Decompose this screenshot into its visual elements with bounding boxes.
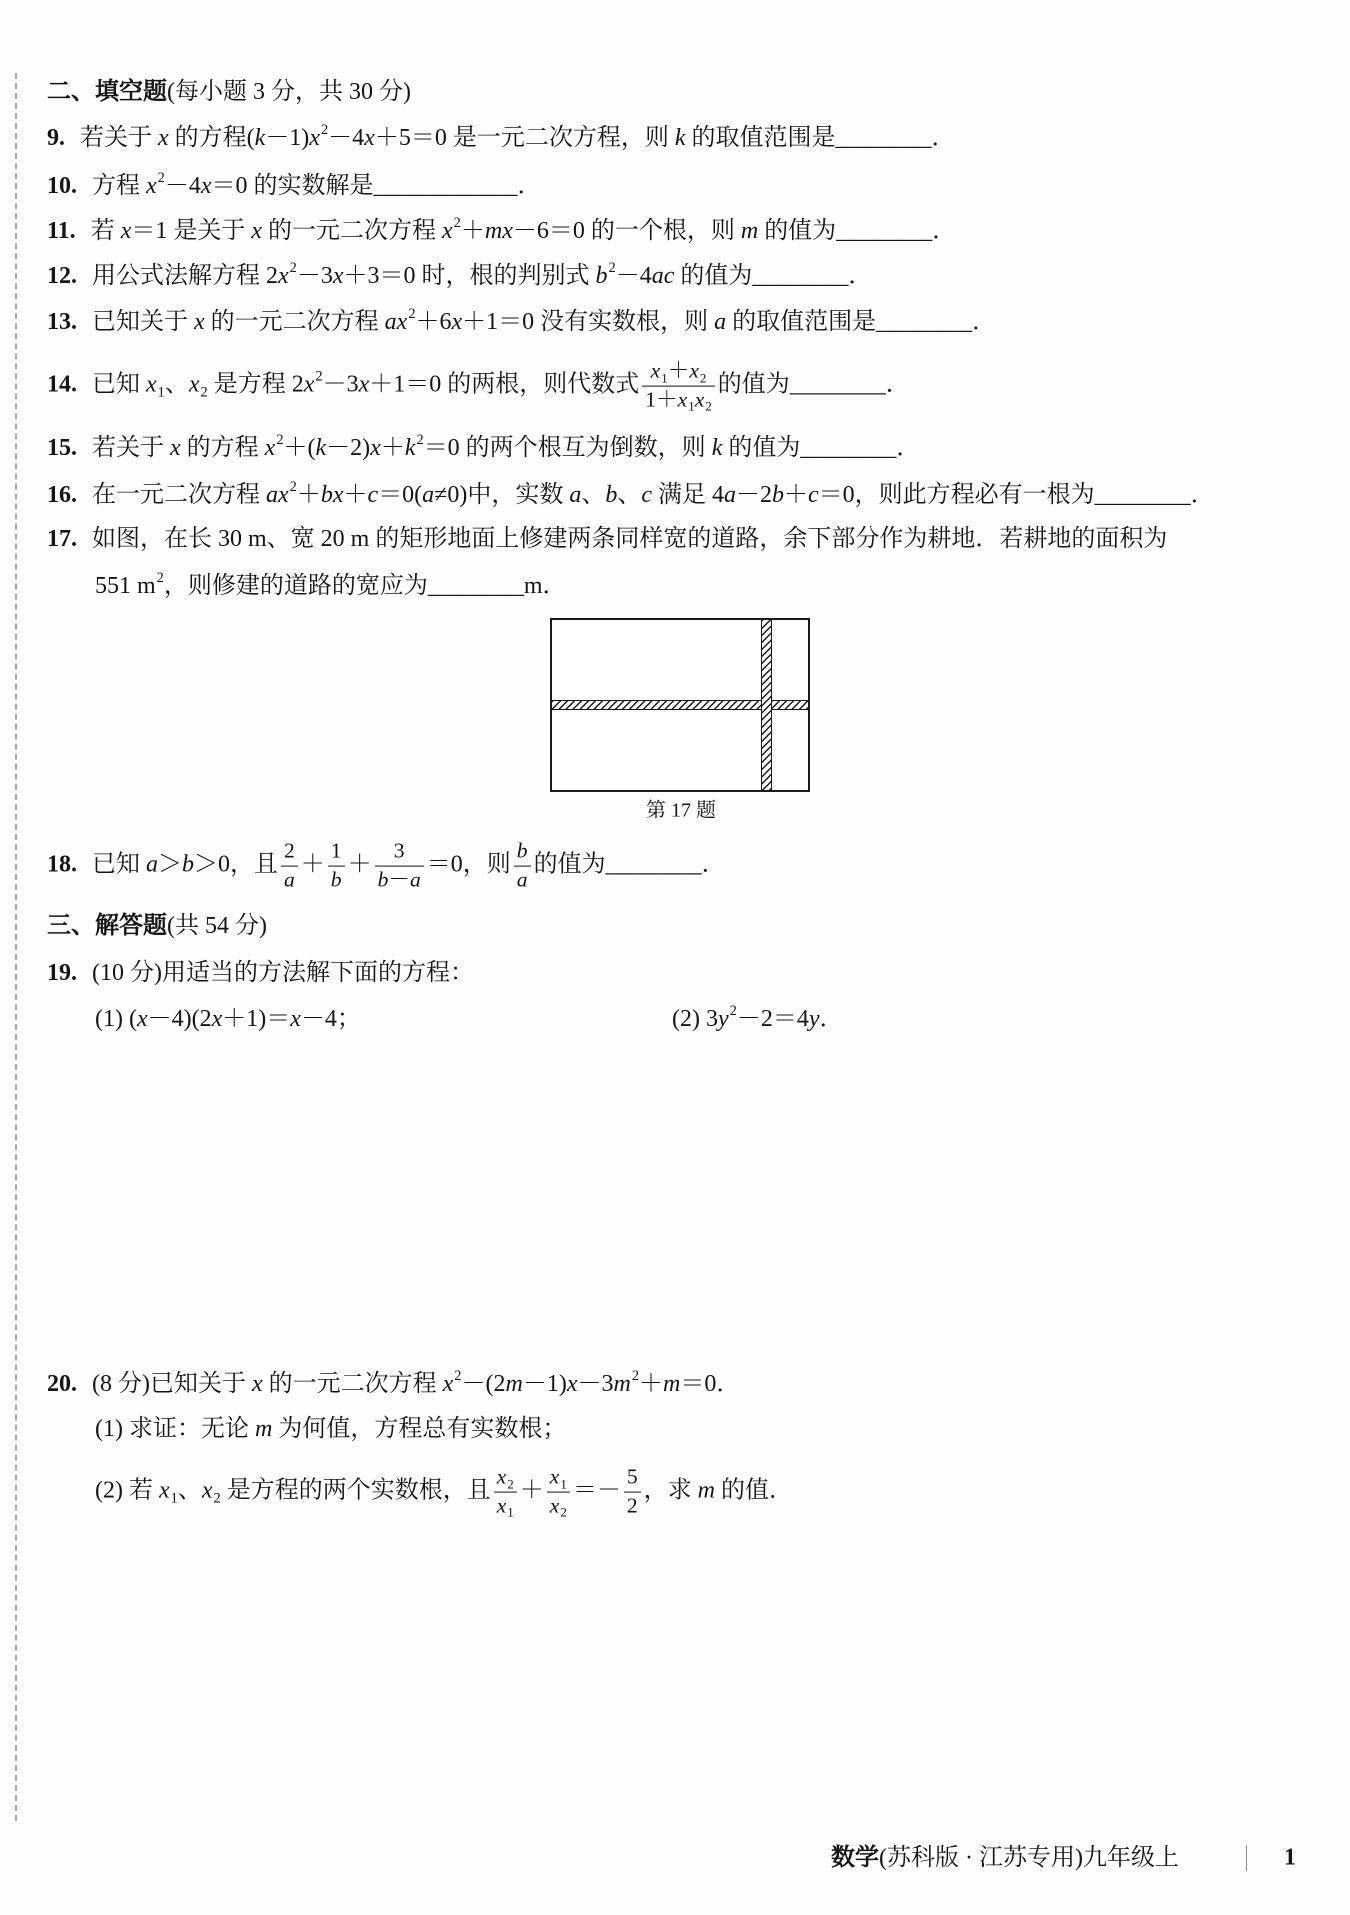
math-variable: x <box>496 1493 507 1518</box>
text-run: －3 <box>296 263 333 289</box>
question-text <box>92 526 1167 552</box>
text-run: 已知 <box>92 371 146 398</box>
text-run: ． <box>517 173 542 199</box>
question-text <box>92 260 873 289</box>
text-run: 、 <box>617 482 642 508</box>
math-variable: c <box>641 482 652 508</box>
math-variable: x <box>451 309 463 335</box>
math-variable: m <box>697 1477 715 1504</box>
text-run: 的取值范围是 <box>685 125 836 151</box>
section-heading-answer <box>47 910 267 942</box>
text-run: 的一元二次方程 <box>262 218 442 244</box>
text-run: 的方程( <box>168 125 255 151</box>
answer-blank: ________ <box>1094 482 1191 508</box>
text-run: ． <box>701 851 726 878</box>
fraction-numerator <box>514 839 531 867</box>
fraction-denominator <box>281 867 298 894</box>
question-text <box>92 960 474 986</box>
text-run: －2) <box>326 435 371 461</box>
text-run: ＋1＝0 没有实数根，则 <box>462 309 715 335</box>
subscript: 1 <box>507 1505 514 1521</box>
text-run: －4)(2 <box>147 1006 212 1032</box>
math-variable: x <box>200 173 212 199</box>
math-variable: a <box>516 867 528 892</box>
math-variable: x <box>188 371 200 398</box>
text-run: ＝0( <box>378 482 423 508</box>
question-line <box>47 215 956 247</box>
question-text <box>92 170 542 199</box>
math-variable: x <box>370 435 381 461</box>
math-variable: b <box>377 867 389 892</box>
math-variable: x <box>694 387 705 412</box>
sub-question-text <box>672 1003 844 1032</box>
fraction-denominator <box>375 867 424 894</box>
text-run: ＋6 <box>415 309 452 335</box>
text-run: 的取值范围是 <box>726 309 877 335</box>
text-run: 是方程 2 <box>207 371 304 398</box>
subscript: 2 <box>699 370 707 386</box>
text-run: ，求 <box>643 1477 698 1504</box>
text-run: －3 <box>322 371 359 398</box>
text-run: 5 <box>626 1464 638 1489</box>
question-number: 20. <box>47 1371 77 1397</box>
math-variable: ac <box>651 263 675 289</box>
math-variable: x <box>146 371 157 398</box>
question-text <box>92 432 921 461</box>
text-run: 的方程 <box>180 435 265 461</box>
fraction-numerator <box>642 359 715 387</box>
fraction <box>328 839 345 894</box>
math-variable: mx <box>484 218 513 244</box>
math-variable: x <box>194 309 205 335</box>
text-run: (1) ( <box>95 1006 137 1032</box>
text-run: 的值为 <box>758 218 837 244</box>
answer-blank: ________ <box>836 218 933 244</box>
math-variable: x <box>211 1006 223 1032</box>
math-variable: x <box>136 1006 148 1032</box>
text-run: ＋ <box>347 851 372 878</box>
fraction-numerator <box>281 839 298 867</box>
answer-blank: ________ <box>800 435 897 461</box>
question-line <box>47 839 726 894</box>
question-line <box>47 523 1167 555</box>
math-variable: k <box>404 435 416 461</box>
rectangle-field-figure <box>550 618 810 792</box>
text-run: (1) 求证：无论 <box>95 1416 255 1442</box>
text-run: 551 m <box>95 573 156 599</box>
text-run: ＋ <box>296 482 321 508</box>
text-run: ． <box>819 1006 844 1032</box>
text-run: ＋ <box>343 482 368 508</box>
question-line <box>47 479 1215 511</box>
fraction-denominator <box>547 1493 570 1520</box>
text-run: 的值为 <box>533 851 606 878</box>
math-variable: a <box>724 482 736 508</box>
text-run: ＝0，则 <box>426 851 511 878</box>
math-variable: x <box>278 263 289 289</box>
text-run: (2) 若 <box>95 1477 159 1504</box>
question-number: 12. <box>47 263 77 289</box>
math-variable: x <box>358 371 370 398</box>
answer-blank: ________ <box>789 371 886 398</box>
math-variable: x <box>201 1477 213 1504</box>
section-title: 二、填空题 <box>47 79 167 105</box>
math-variable: x <box>650 358 661 383</box>
math-variable: bx <box>320 482 344 508</box>
text-run: －(2 <box>461 1371 506 1397</box>
question-text <box>92 306 997 335</box>
text-run: 方程 <box>92 173 146 199</box>
text-run: 为何值，方程总有实数根； <box>272 1416 567 1442</box>
math-variable: b <box>605 482 618 508</box>
math-variable: m <box>505 1371 523 1397</box>
text-run: －4； <box>300 1006 361 1032</box>
fraction-denominator <box>624 1493 641 1520</box>
text-run: 2 <box>626 1493 638 1518</box>
question-number: 19. <box>47 960 77 986</box>
question-text <box>92 358 910 415</box>
text-run: 的值为 <box>722 435 801 461</box>
superscript: 2 <box>289 260 297 277</box>
subscript: 1 <box>170 1490 178 1507</box>
fraction-denominator <box>328 867 345 894</box>
math-variable: y <box>717 1006 729 1032</box>
text-run: － <box>388 867 410 892</box>
superscript: 2 <box>320 122 329 139</box>
math-variable: x <box>303 371 315 398</box>
math-variable: x <box>332 263 344 289</box>
text-run: (8 分)已知关于 <box>92 1371 252 1397</box>
superscript: 2 <box>416 432 424 449</box>
fraction-numerator <box>624 1465 641 1493</box>
answer-blank: ________ <box>605 851 702 878</box>
text-run: ． <box>896 435 921 461</box>
text-run: －2＝4 <box>736 1006 809 1032</box>
fraction <box>514 839 531 894</box>
math-variable: x <box>290 1006 301 1032</box>
fraction-denominator <box>514 867 531 894</box>
text-run: ＋1)＝ <box>222 1006 291 1032</box>
text-run: ＞0，且 <box>194 851 278 878</box>
subscript: 2 <box>213 1490 221 1507</box>
text-run: 1 <box>330 838 342 863</box>
math-variable: x <box>251 218 262 244</box>
question-line <box>47 260 872 292</box>
math-variable: x <box>158 1477 170 1504</box>
text-run: 、 <box>581 482 606 508</box>
subscript: 2 <box>705 399 712 415</box>
text-run: 若关于 <box>92 435 170 461</box>
superscript: 2 <box>631 1368 640 1385</box>
text-run: (2) 3 <box>672 1006 718 1032</box>
math-variable: a <box>146 851 158 878</box>
superscript: 2 <box>453 215 461 232</box>
text-run: 已知 <box>92 851 146 878</box>
math-variable: x <box>170 435 181 461</box>
math-variable: m <box>613 1371 631 1397</box>
math-variable: x <box>251 1371 263 1397</box>
vertical-road <box>761 620 772 790</box>
math-variable: x <box>549 1464 560 1489</box>
superscript: 2 <box>289 479 297 496</box>
text-run: ． <box>885 371 910 398</box>
question-number: 9. <box>47 125 65 151</box>
question-text-continued <box>95 570 567 599</box>
page-footer <box>831 1842 1179 1874</box>
text-run: 3 <box>393 838 405 863</box>
math-variable: b <box>772 482 784 508</box>
question-text <box>92 479 1215 508</box>
math-variable: x <box>496 1464 507 1489</box>
page-number: 1 <box>1284 1844 1296 1871</box>
fraction-denominator <box>494 1493 517 1520</box>
binding-margin-line <box>15 73 17 1821</box>
text-run: ＋1＝0 的两根，则代数式 <box>369 371 640 398</box>
text-run: 1＋ <box>645 387 678 412</box>
math-variable: ax <box>384 309 408 335</box>
text-run: ＞ <box>158 851 182 878</box>
text-run: ＋ <box>460 218 485 244</box>
question-text <box>92 1368 741 1397</box>
section-title: 三、解答题 <box>47 913 167 939</box>
superscript: 2 <box>157 170 165 187</box>
text-run: ＋ <box>639 1371 664 1397</box>
math-variable: c <box>808 482 819 508</box>
text-run: 的一元二次方程 <box>262 1371 443 1397</box>
figure-caption: 第 17 题 <box>646 799 716 822</box>
text-run: －2 <box>736 482 772 508</box>
text-run: ． <box>932 218 957 244</box>
math-variable: x <box>309 125 320 151</box>
fraction-denominator <box>642 387 715 414</box>
text-run: －4 <box>615 263 652 289</box>
sub-question-text <box>95 1006 361 1032</box>
text-run: 、 <box>164 371 189 398</box>
question-line <box>95 570 567 602</box>
fraction-numerator <box>494 1465 517 1493</box>
text-run: 的值． <box>715 1477 793 1504</box>
math-variable: y <box>808 1006 820 1032</box>
text-run: 若关于 <box>80 125 158 151</box>
question-line <box>47 432 920 464</box>
text-run: －4 <box>164 173 201 199</box>
answer-blank: ________ <box>835 125 932 151</box>
question-line <box>47 359 910 414</box>
answer-blank: ________ <box>752 263 849 289</box>
fraction <box>375 839 424 894</box>
math-variable: b <box>595 263 608 289</box>
fraction <box>642 359 715 414</box>
text-run: m． <box>523 573 567 599</box>
text-run: ． <box>931 125 956 151</box>
fraction <box>547 1465 570 1520</box>
question-line <box>47 1368 740 1400</box>
answer-blank: ____________ <box>373 173 518 199</box>
math-variable: k <box>254 125 266 151</box>
superscript: 2 <box>315 368 323 385</box>
subscript: 1 <box>560 1476 567 1492</box>
question-number: 14. <box>47 371 77 398</box>
question-number: 16. <box>47 482 77 508</box>
text-run: 的一元二次方程 <box>204 309 385 335</box>
math-variable: b <box>516 838 528 863</box>
sub-question-1 <box>95 1413 566 1445</box>
math-variable: a <box>422 482 435 508</box>
superscript: 2 <box>156 570 164 587</box>
math-variable: a <box>569 482 582 508</box>
text-run: 的值为 <box>674 263 753 289</box>
text-run: －3 <box>577 1371 614 1397</box>
sub-question-2 <box>95 1465 793 1520</box>
sub-question-text <box>95 1464 793 1521</box>
math-variable: a <box>410 867 421 892</box>
question-line <box>47 170 542 202</box>
section-heading-fill-in <box>47 76 411 108</box>
fraction <box>624 1465 641 1520</box>
math-variable: x <box>566 1371 578 1397</box>
text-run: －4 <box>328 125 365 151</box>
text-run: ． <box>972 309 997 335</box>
math-variable: x <box>689 358 699 383</box>
text-run: ＋ <box>784 482 808 508</box>
footer-edition: (苏科版 · 江苏专用)九年级上 <box>879 1845 1179 1871</box>
math-variable: k <box>674 125 686 151</box>
question-line <box>47 122 955 154</box>
text-run: ＋ <box>300 851 325 878</box>
math-variable: k <box>711 435 723 461</box>
text-run: 、 <box>177 1477 202 1504</box>
text-run: 是方程的两个实数根，且 <box>220 1477 491 1504</box>
math-variable: x <box>677 387 688 412</box>
text-run: ≠0)中，实数 <box>434 482 570 508</box>
footer-subject: 数学 <box>831 1845 879 1871</box>
superscript: 2 <box>608 260 616 277</box>
sub-question-1 <box>95 1003 361 1035</box>
text-run: ＋ <box>667 358 690 383</box>
math-variable: x <box>364 125 375 151</box>
math-variable: b <box>330 867 342 892</box>
fraction-numerator <box>547 1465 570 1493</box>
answer-blank: ________ <box>876 309 973 335</box>
question-text <box>90 215 957 244</box>
superscript: 2 <box>454 1368 462 1385</box>
text-run: (10 分)用适当的方法解下面的方程： <box>92 960 474 986</box>
text-run: －1) <box>522 1371 567 1397</box>
text-run: 满足 4 <box>652 482 724 508</box>
superscript: 2 <box>408 306 416 323</box>
text-run: ＋ <box>380 435 405 461</box>
subscript: 1 <box>661 370 668 386</box>
math-variable: k <box>315 435 327 461</box>
question-line <box>47 306 996 338</box>
math-variable: m <box>663 1371 681 1397</box>
question-number: 17. <box>47 526 77 552</box>
text-run: －6＝0 的一个根，则 <box>512 218 741 244</box>
subscript: 1 <box>688 399 695 415</box>
superscript: 2 <box>729 1003 737 1020</box>
text-run: 在一元二次方程 <box>92 482 266 508</box>
math-variable: b <box>182 851 194 878</box>
math-variable: x <box>146 173 157 199</box>
text-run: ＝0． <box>680 1371 741 1397</box>
math-variable: x <box>264 435 276 461</box>
text-run: ＋5＝0 是一元二次方程，则 <box>374 125 675 151</box>
question-text <box>80 122 956 151</box>
math-variable: a <box>714 309 727 335</box>
question-number: 15. <box>47 435 77 461</box>
text-run: 的值为 <box>717 371 790 398</box>
text-run: ＋3＝0 时，根的判别式 <box>343 263 596 289</box>
text-run: 已知关于 <box>92 309 194 335</box>
superscript: 2 <box>276 432 284 449</box>
sub-question-text <box>95 1416 566 1442</box>
text-run: 用公式法解方程 2 <box>92 263 278 289</box>
math-variable: x <box>549 1493 560 1518</box>
math-variable: x <box>442 218 453 244</box>
text-run: ． <box>1190 482 1215 508</box>
text-run: ，则修建的道路的宽应为 <box>163 573 428 599</box>
text-run: ＋( <box>283 435 316 461</box>
question-line <box>47 957 474 989</box>
text-run: ＋ <box>519 1477 544 1504</box>
question-number: 10. <box>47 173 77 199</box>
text-run: 若 <box>90 218 121 244</box>
math-variable: x <box>442 1371 454 1397</box>
text-run: 2 <box>284 838 295 863</box>
math-variable: ax <box>266 482 289 508</box>
footer-separator <box>1246 1845 1247 1871</box>
text-run: ＝1 是关于 <box>131 218 252 244</box>
fraction-numerator <box>375 839 424 867</box>
text-run: ＝－ <box>572 1477 621 1504</box>
subscript: 2 <box>507 1476 514 1492</box>
fraction <box>281 839 298 894</box>
text-run: ＝0 的两个根互为倒数，则 <box>423 435 712 461</box>
question-text <box>92 838 726 892</box>
question-number: 18. <box>47 851 77 878</box>
subscript: 1 <box>157 384 165 401</box>
answer-blank: ________ <box>427 573 524 599</box>
text-run: －1) <box>265 125 310 151</box>
sub-question-2 <box>672 1003 844 1035</box>
question-number: 11. <box>47 218 76 244</box>
section-score-note: (每小题 3 分，共 30 分) <box>167 79 411 105</box>
fraction <box>494 1465 517 1520</box>
text-run: ＝0 的实数解是 <box>211 173 374 199</box>
subscript: 2 <box>200 384 208 401</box>
math-variable: x <box>158 125 169 151</box>
section-score-note: (共 54 分) <box>167 913 267 939</box>
math-variable: m <box>254 1416 273 1442</box>
math-variable: a <box>284 867 295 892</box>
text-run: 如图，在长 30 m、宽 20 m 的矩形地面上修建两条同样宽的道路，余下部分作为耕地．若耕地的面积为 <box>92 526 1168 552</box>
math-variable: m <box>740 218 759 244</box>
question-number: 13. <box>47 309 77 335</box>
math-variable: x <box>120 218 132 244</box>
math-variable: c <box>367 482 379 508</box>
subscript: 2 <box>560 1505 567 1521</box>
fraction-numerator <box>328 839 345 867</box>
text-run: ． <box>848 263 873 289</box>
text-run: ＝0，则此方程必有一根为 <box>818 482 1095 508</box>
